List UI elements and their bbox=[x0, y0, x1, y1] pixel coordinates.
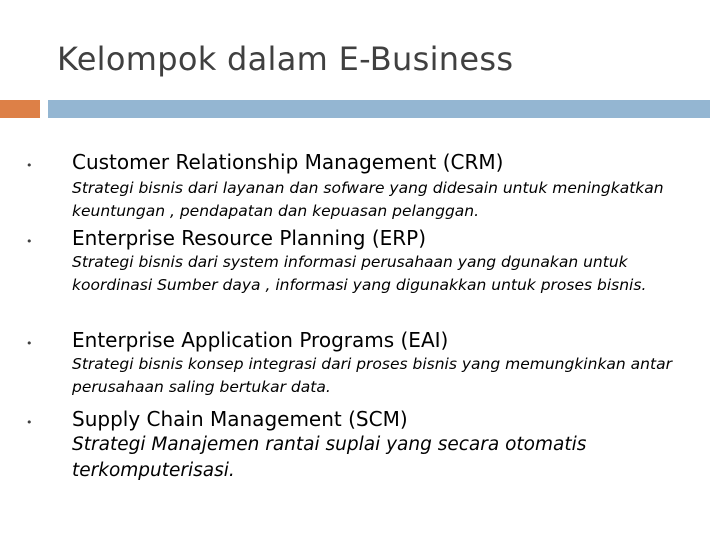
bullet-icon: • bbox=[26, 159, 33, 172]
item-heading: Customer Relationship Management (CRM) bbox=[72, 150, 504, 174]
item-description: Strategi Manajemen rantai suplai yang secara otomatis terkomputerisasi. bbox=[72, 434, 587, 481]
item-description: Strategi bisnis konsep integrasi dari proses bisnis yang memungkinkan antar perusahaan saling bertukar data. bbox=[72, 355, 672, 396]
bullet-icon: • bbox=[26, 416, 33, 429]
item-description: Strategi bisnis dari layanan dan sofware yang didesain untuk meningkatkan keuntungan , pendapatan dan kepuasan pelanggan. bbox=[72, 179, 664, 220]
item-heading: Enterprise Resource Planning (ERP) bbox=[72, 226, 427, 250]
bullet-icon: • bbox=[26, 337, 33, 350]
accent-bar-orange bbox=[0, 100, 40, 118]
slide-title: Kelompok dalam E-Business bbox=[57, 40, 514, 78]
item-heading: Enterprise Application Programs (EAI) bbox=[72, 328, 449, 352]
item-description: Strategi bisnis dari system informasi perusahaan yang dgunakan untuk koordinasi Sumber daya , informasi yang digunakkan untuk proses bisnis. bbox=[72, 253, 647, 294]
item-heading: Supply Chain Management (SCM) bbox=[72, 407, 408, 431]
bullet-icon: • bbox=[26, 235, 33, 248]
accent-bar-blue bbox=[48, 100, 710, 118]
